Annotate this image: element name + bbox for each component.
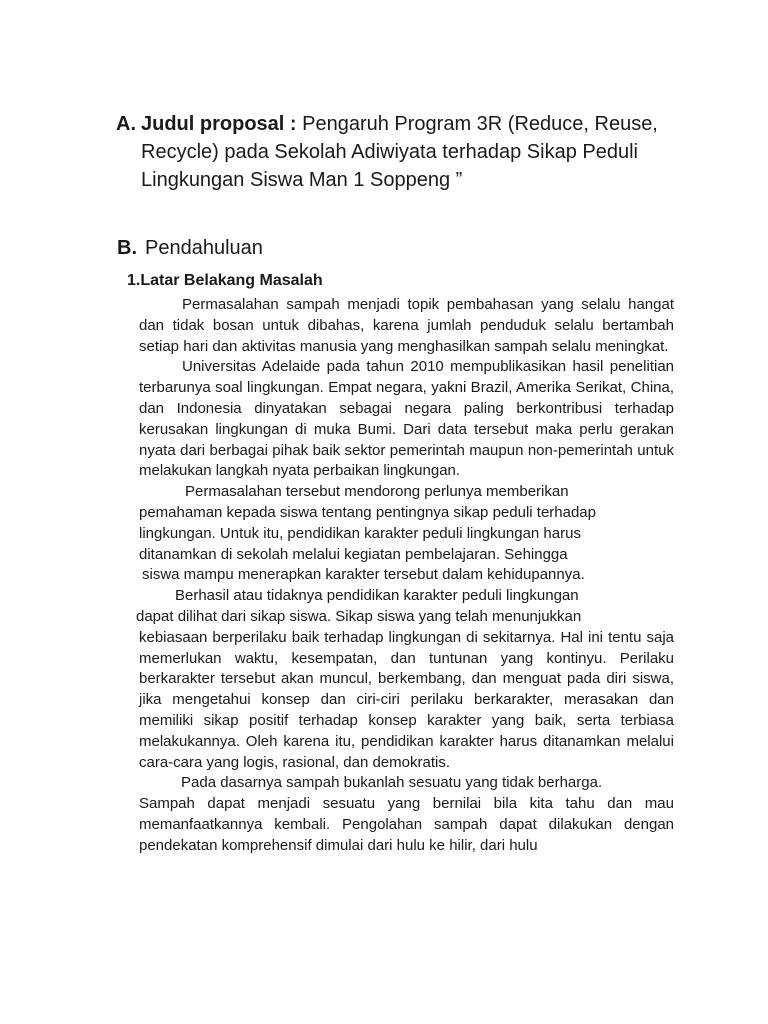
- paragraph-3-line: Permasalahan tersebut mendorong perlunya memberikan: [185, 483, 569, 501]
- paragraph-3-line: lingkungan. Untuk itu, pendidikan karakter peduli lingkungan harus: [139, 524, 581, 542]
- paragraph-4: [136, 586, 674, 773]
- paragraph-2: Universitas Adelaide pada tahun 2010 mempublikasikan hasil penelitian terbarunya soal lingkungan. Empat negara, yakni Brazil, Amerika Serikat, China, dan Indonesia dinyatakan sebagai negara paling berkontribusi terhadap kerusakan lingkungan di muka Bumi. Dari data tersebut maka perlu gerakan nyata dari berbagai pihak baik sektor pemerintah maupun non-pemerintah untuk melakukan langkah nyata perbaikan lingkungan.: [139, 358, 674, 480]
- paragraph-3-line: siswa mampu menerapkan karakter tersebut dalam kehidupannya.: [142, 566, 585, 584]
- paragraph-1: Permasalahan sampah menjadi topik pembahasan yang selalu hangat dan tidak bosan untuk dibahas, karena jumlah penduduk selalu bertambah setiap hari dan aktivitas manusia yang menghasilkan sampah selalu meningkat.: [139, 296, 674, 355]
- paragraph-4-rest: kebiasaan berperilaku baik terhadap lingkungan di sekitarnya. Hal ini tentu saja memerlukan waktu, kesempatan, dan tuntunan yang kontinyu. Perilaku berkarakter tersebut akan muncul, berkembang, dan menguat pada diri siswa, jika mengetahui konsep dan ciri-ciri perilaku berkarakter, merasakan dan memiliki sikap positif terhadap konsep karakter yang baik, serta terbiasa melakukannya. Oleh karena itu, pendidikan karakter harus ditanamkan melalui cara-cara yang logis, rasional, dan demokratis.: [139, 628, 674, 771]
- proposal-title-text: Pengaruh Program 3R (Reduce, Reuse, Recycle) pada Sekolah Adiwiyata terhadap Sikap Peduli Lingkungan Siswa Man 1 Soppeng ”: [141, 113, 658, 191]
- paragraph-5-rest: Sampah dapat menjadi sesuatu yang bernilai bila kita tahu dan mau memanfaatkannya kembali. Pengolahan sampah dapat dilakukan dengan pendekatan komprehensif dimulai dari hulu ke hilir, dari hulu: [139, 795, 674, 854]
- paragraph-5-line: Pada dasarnya sampah bukanlah sesuatu yang tidak berharga.: [181, 774, 603, 792]
- section-b-marker: B.: [117, 237, 137, 259]
- proposal-title: [116, 110, 696, 194]
- body-text: [136, 295, 674, 857]
- paragraph-3: [139, 482, 674, 586]
- section-b-title: Pendahuluan: [145, 237, 263, 259]
- proposal-title-label: Judul proposal :: [141, 113, 297, 135]
- paragraph-3-line: ditanamkan di sekolah melalui kegiatan pembelajaran. Sehingga: [139, 545, 568, 563]
- paragraph-3-line: pemahaman kepada siswa tentang pentingnya sikap peduli terhadap: [139, 503, 596, 521]
- paragraph-4-line: dapat dilihat dari sikap siswa. Sikap siswa yang telah menunjukkan: [136, 607, 582, 625]
- paragraph-4-line: Berhasil atau tidaknya pendidikan karakter peduli lingkungan: [175, 587, 579, 605]
- section-a-marker: A.: [116, 113, 136, 135]
- subsection-heading: 1.Latar Belakang Masalah: [127, 272, 323, 289]
- section-b-heading: [117, 234, 263, 262]
- paragraph-5: [139, 773, 674, 856]
